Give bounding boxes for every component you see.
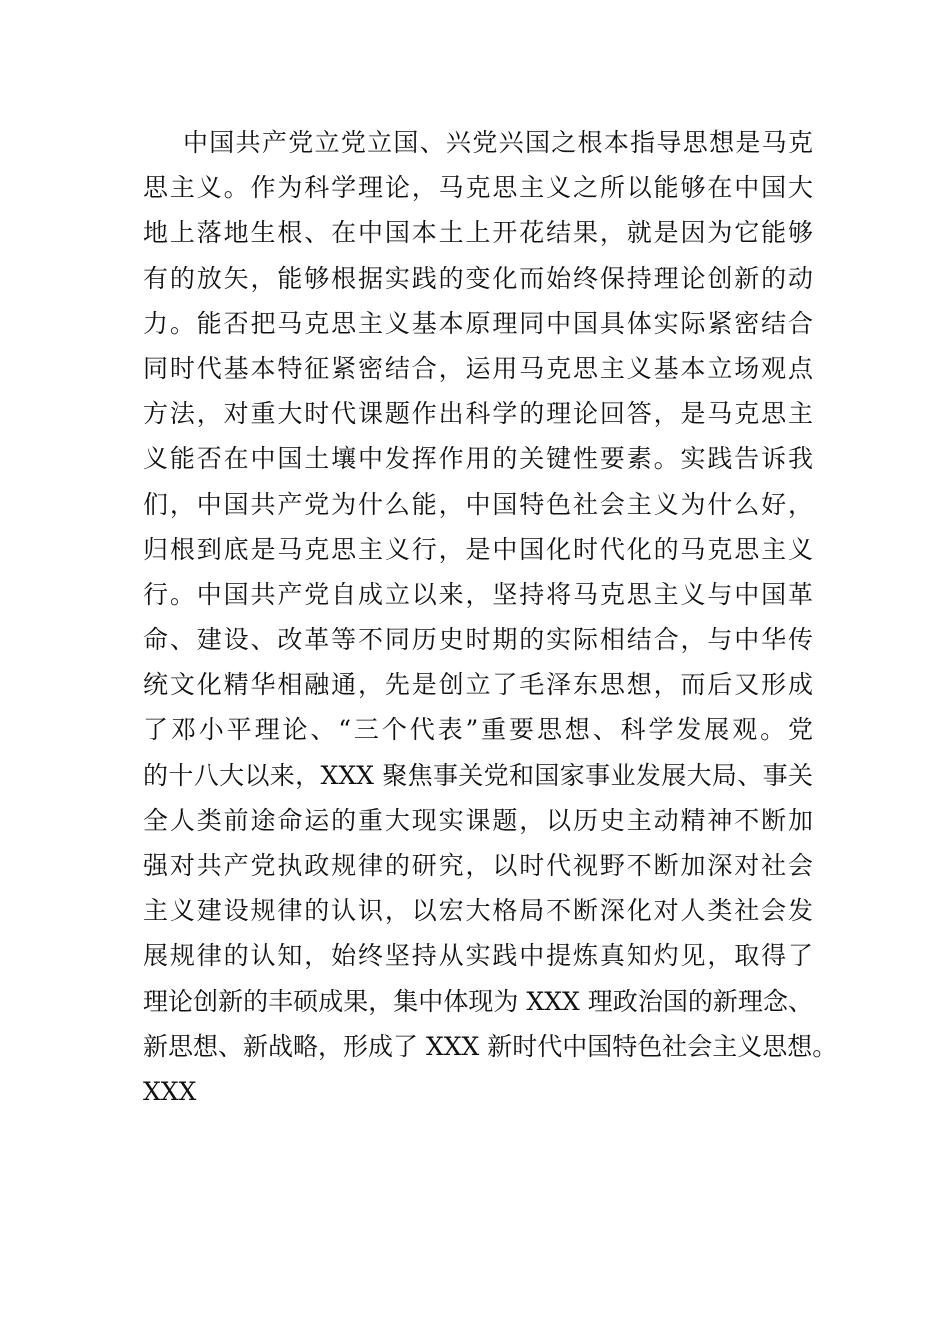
paragraph-line: 新思想、新战略，形成了 XXX 新时代中国特色社会主义思想。 — [143, 1031, 838, 1061]
paragraph-line: 同时代基本特征紧密结合，运用马克思主义基本立场观点 — [143, 353, 813, 383]
paragraph-line: 理论创新的丰硕成果，集中体现为 XXX 理政治国的新理念、 — [143, 986, 813, 1016]
paragraph-line: 全人类前途命运的重大现实课题，以历史主动精神不断加 — [143, 805, 813, 835]
paragraph-line: 的十八大以来，XXX 聚焦事关党和国家事业发展大局、事关 — [143, 760, 813, 790]
paragraph-line: 思主义。作为科学理论，马克思主义之所以能够在中国大 — [143, 173, 813, 203]
paragraph-line: 行。中国共产党自成立以来，坚持将马克思主义与中国革 — [143, 579, 813, 609]
paragraph-line: 中国共产党立党立国、兴党兴国之根本指导思想是马克 — [183, 128, 813, 157]
paragraph-line: 有的放矢，能够根据实践的变化而始终保持理论创新的动 — [143, 263, 813, 293]
paragraph-line: 归根到底是马克思主义行，是中国化时代化的马克思主义 — [143, 534, 813, 564]
paragraph-line: 义能否在中国土壤中发挥作用的关键性要素。实践告诉我 — [143, 444, 813, 474]
paragraph-line: 方法，对重大时代课题作出科学的理论回答，是马克思主 — [143, 399, 813, 429]
paragraph-line: 统文化精华相融通，先是创立了毛泽东思想，而后又形成 — [143, 670, 813, 700]
paragraph-line: 命、建设、改革等不同历史时期的实际相结合，与中华传 — [143, 625, 813, 655]
paragraph-line: 们，中国共产党为什么能，中国特色社会主义为什么好， — [143, 489, 813, 519]
body-paragraph — [143, 120, 838, 1114]
paragraph-line: XXX — [143, 1076, 197, 1106]
paragraph-line: 了邓小平理论、“三个代表”重要思想、科学发展观。党 — [143, 715, 813, 745]
paragraph-line: 地上落地生根、在中国本土上开花结果，就是因为它能够 — [143, 218, 813, 248]
paragraph-line: 主义建设规律的认识，以宏大格局不断深化对人类社会发 — [143, 896, 813, 926]
paragraph-line: 展规律的认知，始终坚持从实践中提炼真知灼见，取得了 — [143, 941, 813, 971]
paragraph-line: 力。能否把马克思主义基本原理同中国具体实际紧密结合 — [143, 308, 813, 338]
paragraph-line: 强对共产党执政规律的研究，以时代视野不断加深对社会 — [143, 851, 813, 880]
